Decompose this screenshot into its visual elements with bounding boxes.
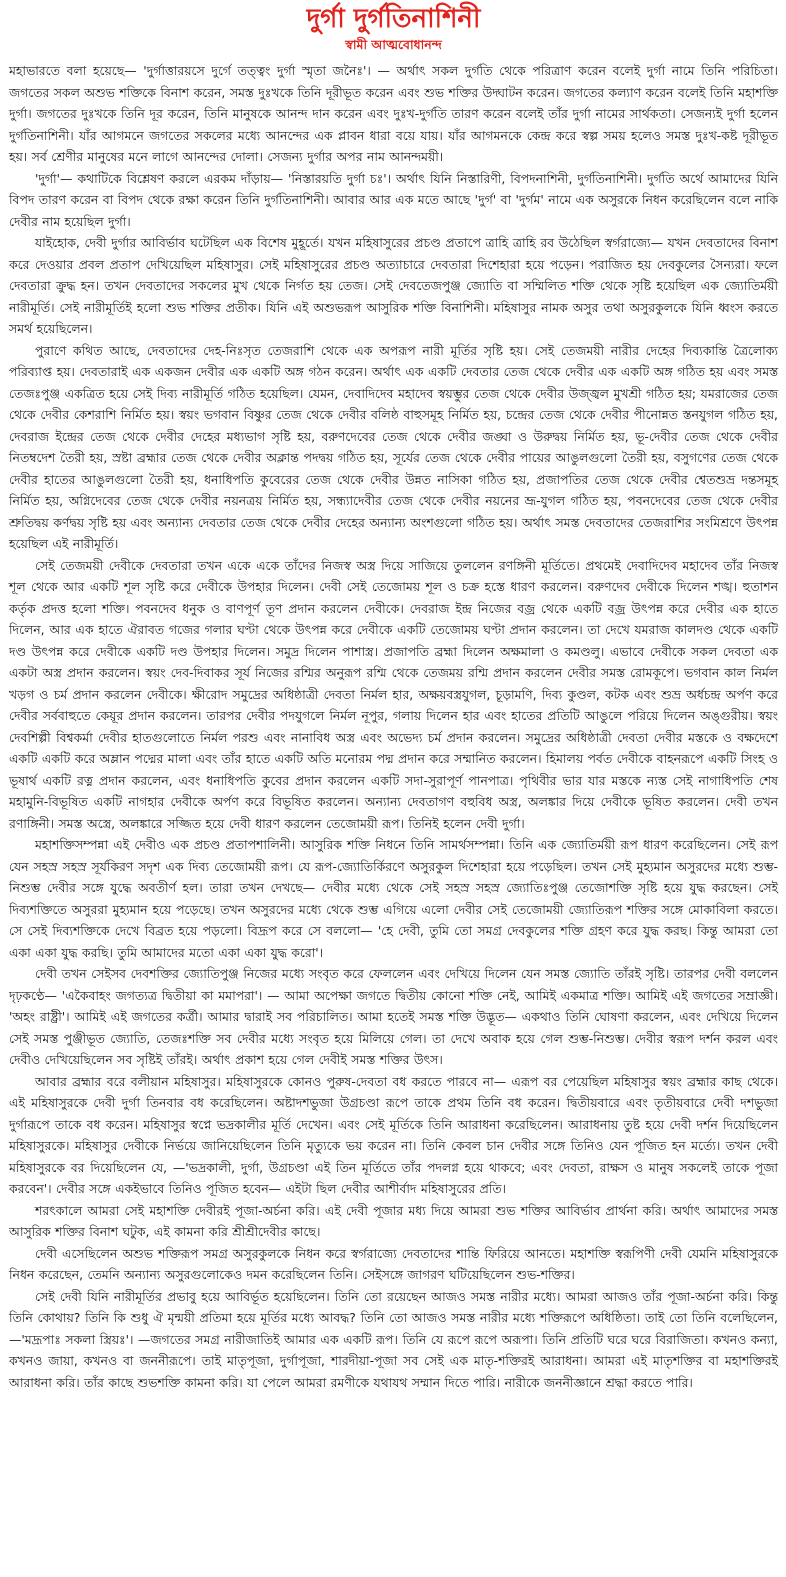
paragraph: আবার ব্রহ্মার বরে বলীয়ান মহিষাসুর। মহিষাসুরকে কোনও পুরুষ-দেবতা বধ করতে পারবে না— এরূপ বর পেয়েছিল মহিষাসুর স্বয়ং ব্রহ্মার কাছ থেকে। এই মহিষাসুরকে দেবী দুর্গা তিনবার বধ করেছিলেন। অষ্টাদশভুজা উগ্রচণ্ডা রূপে তাকে প্রথম তিনি বধ করেন। দ্বিতীয়বারে এবং তৃতীয়বারে দেবী দশভুজা দুর্গারূপে তাকে বধ করেন। মহিষাসুর স্বপ্নে ভদ্রকালীর মূর্তি দেখেন। এবং সেই মূর্তিকে তিনি আরাধনা করেছিলেন। আরাধনায় তুষ্ট হয়ে দেবী দর্শন দিয়েছিলেন মহিষাসুরকে। মহিষাসুর দেবীকে নির্ভয়ে জানিয়েছিলেন তিনি মৃত্যুকে ভয় করেন না। তিনি কেবল চান দেবীর সঙ্গে তিনিও যেন পূজিত হন মর্ত্যে। তখন দেবী মহিষাসুরকে বর দিয়েছিলেন যে, —'ভদ্রকালী, দুর্গা, উগ্রচণ্ডা এই তিন মূর্তিতে তাঁর পদলগ্ন হয়ে থাকবে; এবং দেবতা, রাক্ষস ও মানুষ সকলেই তাকে পূজা করবেন'। দেবীর সঙ্গে একইভাবে তিনিও পূজিত হবেন— এইটা ছিল দেবীর আশীর্বাদ মহিষাসুরের প্রতি।	[9, 1073, 778, 1196]
paragraph: যাইহোক, দেবী দুর্গার আবির্ভাব ঘটেছিল এক বিশেষ মুহূর্তে। যখন মহিষাসুরের প্রচণ্ড প্রতাপে ত্রাহি ত্রাহি রব উঠেছিল স্বর্গরাজ্যে— যখন দেবতাদের বিনাশ করে দেওয়ার প্রবল প্রতাপ দেখিয়েছিল মহিষাসুর। সেই মহিষাসুরের প্রচণ্ড অত্যাচারে দেবতারা দিশেহারা হয়ে পড়েন। পরাজিত হয় দেবকুলের সৈন্যরা। ফলে দেবতারা ক্রুদ্ধ হন। তখন দেবতাদের সকলের মুখ থেকে নির্গত হয় তেজ। সেই দেবতেজপুঞ্জ জ্যোতি বা সম্মিলিত শক্তি থেকে সৃষ্টি হয়েছিল এক জ্যোতির্ময়ী নারীমূর্তি। সেই নারীমূর্তিই হলো শুভ শক্তির প্রতীক। যিনি এই অশুভরূপ আসুরিক শক্তি বিনাশিনী। মহিষাসুর নামক অসুর তথা অসুরকুলকে যিনি ধ্বংস করতে সমর্থ হয়েছিলেন।	[9, 235, 778, 336]
paragraph: সেই তেজময়ী দেবীকে দেবতারা তখন একে একে তাঁদের নিজস্ব অস্ত্র দিয়ে সাজিয়ে তুললেন রণঙ্গিনী মূর্তিতে। প্রথমেই দেবাদিদেব মহাদেব তাঁর নিজস্ব শূল থেকে আর একটি শূল সৃষ্টি করে দেবীকে উপহার দিলেন। দেবী সেই তেজোময় শূল ও চক্র হস্তে ধারণ করলেন। বরুণদেব দেবীকে দিলেন শঙ্খ। হুতাশন কর্তৃক প্রদত্ত হলো শক্তি। পবনদেব ধনুক ও বাণপূর্ণ তূণ প্রদান করলেন দেবীকে। দেবরাজ ইন্দ্র নিজের বজ্র থেকে একটি বজ্র উৎপন্ন করে দেবীর এক হাতে দিলেন, আর এক হাতে ঐরাবত গজের গলার ঘণ্টা থেকে উৎপন্ন করে দেবীকে একটি তেজোময় ঘণ্টা প্রদান করলেন। তা দেখে যমরাজ কালদণ্ড থেকে একটি দণ্ড উৎপন্ন করে দেবীকে একটি দণ্ড উপহার দিলেন। সমুদ্র দিলেন পাশাস্ত্র। প্রজাপতি ব্রহ্মা দিলেন অক্ষমালা ও কমণ্ডলু। এভাবে দেবীকে সকল দেবতা এক একটা অস্ত্র প্রদান করলেন। স্বয়ং দেব-দিবাকর সূর্য নিজের রশ্মির অনুরূপ রশ্মি থেকে তেজময় রশ্মি প্রদান করলেন দেবীর সমস্ত রোমকূপে। ভগবান কাল নির্মল খড়গ ও চর্ম প্রদান করলেন দেবীকে। ক্ষীরোদ সমুদ্রের অধিষ্ঠাত্রী দেবতা নির্মল হার, অক্ষয়বস্ত্রযুগল, চূড়ামণি, দিব্য কুণ্ডল, কটক এবং শুভ্র অর্ধচন্দ্র অর্পণ করে দেবীর সর্ববাহুতে কেয়ূর প্রদান করলেন। তারপর দেবীর পদযুগলে নির্মল নূপুর, গলায় দিলেন হার এবং হাতের প্রতিটি আঙুলে পরিয়ে দিলেন অঙ্গুরীয়। স্বয়ং দেবশিল্পী বিশ্বকর্মা দেবীর হাতগুলোতে নির্মল পরশু এবং নানাবিধ অস্ত্র এবং অভেদ্য চর্ম প্রদান করলেন। সমুদ্রের অধিষ্ঠাত্রী দেবতা দেবীর মস্তকে ও বক্ষদেশে একটি একটি করে অম্লান পদ্মের মালা এবং তাঁর হাতে একটি অতি মনোরম পদ্ম প্রদান করে সম্মানিত করলেন। হিমালয় পর্বত দেবীকে বাহনরূপে একটি সিংহ ও ভূষার্থ একটি রত্ন প্রদান করলেন, এবং ধনাধিপতি কুবের প্রদান করলেন একটি সদা-সুরাপূর্ণ পানপাত্র। পৃথিবীর ভার যার মস্তকে ন্যস্ত সেই নাগাধিপতি শেষ মহামুনি-বিভূষিত একটি নাগহার দেবীকে অর্পণ করে বিভূষিত করলেন। অন্যান্য দেবতাগণ বহুবিধ অস্ত্র, অলঙ্কার দিয়ে দেবীকে ভূষিত করলেন। দেবী তখন রণাঙ্গিনী। সমস্ত অস্ত্রে, অলঙ্কারে সজ্জিত হয়ে দেবী ধারণ করলেন তেজোময়ী রূপ। তিনিই হলেন দেবী দুর্গা।	[9, 557, 778, 831]
article-author: স্বামী আত্মবোধানন্দ	[345, 37, 442, 52]
paragraph: পুরাণে কথিত আছে, দেবতাদের দেহ-নিঃসৃত তেজরাশি থেকে এক অপরূপ নারী মূর্তির সৃষ্টি হয়। সেই তেজময়ী নারীর দেহের দিব্যকান্তি ত্রৈলোক্য পরিব্যাপ্ত হয়। দেবতারাই এক একজন দেবীর এক একটি অঙ্গ গঠন করেন। অর্থাৎ এক একটি দেবতার তেজ থেকে দেবীর এক একটি অঙ্গ গঠিত হয় এবং সমস্ত তেজঃপুঞ্জ একত্রিত হয়ে সেই দিব্য নারীমূর্তি গঠিত হয়েছিল। যেমন, দেবাদিদেব মহাদেব স্বয়ম্ভুর তেজ থেকে দেবীর উজ্জ্বল মুখশ্রী গঠিত হয়; যমরাজের তেজ থেকে দেবীর কেশরাশি নির্মিত হয়। স্বয়ং ভগবান বিষ্ণুর তেজ থেকে দেবীর বলিষ্ঠ বাহুসমূহ নির্মিত হয়, চন্দ্রের তেজ থেকে দেবীর পীনোন্নত স্তনযুগল গঠিত হয়, দেবরাজ ইন্দ্রের তেজ থেকে দেবীর দেহের মধ্যভাগ সৃষ্টি হয়, বরুণদেবের তেজ থেকে দেবীর জঙ্ঘা ও উরুদ্বয় নির্মিত হয়, ভূ-দেবীর তেজ থেকে দেবীর নিতম্বদেশ তৈরী হয়, স্রষ্টা ব্রহ্মার তেজ থেকে দেবীর অক্লান্ত পদদ্বয় গঠিত হয়, সূর্যের তেজ থেকে দেবীর পায়ের আঙুলগুলো তৈরী হয়, বসুগণের তেজ থেকে দেবীর হাতের আঙুলগুলো তৈরী হয়, ধনাধিপতি কুবেরের তেজ থেকে দেবীর উন্নত নাসিকা গঠিত হয়, প্রজাপতির তেজ থেকে দেবীর শ্বেতশুভ্র দন্তসমূহ নির্মিত হয়, অগ্নিদেবের তেজ থেকে দেবীর নয়নত্রয় নির্মিত হয়, সন্ধ্যাদেবীর তেজ থেকে দেবীর নয়নের ভ্রূ-যুগল গঠিত হয়, পবনদেবের তেজ থেকে দেবীর শ্রুতিদ্বয় কর্ণদ্বয় সৃষ্টি হয় এবং অন্যান্য দেবতার তেজ থেকে দেবীর দেহের অন্যান্য অংশগুলো গঠিত হয়। অর্থাৎ সমস্ত দেবতাদের তেজরাশির সংমিশ্রণে উৎপন্ন হয়েছিল এই নারীমূর্তি।	[9, 342, 779, 551]
paragraph: 'দুর্গা'— কথাটিকে বিশ্লেষণ করলে এরকম দাঁড়ায়— 'নিস্তারয়তি দুর্গা চঃ'। অর্থাৎ যিনি নিস্তারিণী, বিপদনাশিনী, দুর্গতিনাশিনী। দুর্গতি অর্থে আমাদের যিনি বিপদ তারণ করেন বা বিপদ থেকে রক্ষা করেন তিনি দুর্গতিনাশিনী। আবার আর এক মতে আছে 'দুর্গ' বা 'দুর্গম' নামে এক অসুরকে নিধন করেছিলেন বলে নাকি দেবীর নাম হয়েছিল দুর্গা।	[9, 170, 778, 229]
paragraph: সেই দেবী যিনি নারীমূর্তির প্রভাবু হয়ে আবির্ভূত হয়েছিলেন। তিনি তো রয়েছেন আজও সমস্ত নারীর মধ্যে। আমরা আজও তাঁর পূজা-অর্চনা করি। কিন্তু তিনি কোথায়? তিনি কি শুধু ঐ মৃন্ময়ী প্রতিমা হয়ে মূর্তির মধ্যে আবদ্ধ? তিনি তো আজও সমস্ত নারীর মধ্যে শক্তিরূপে অধিষ্ঠিতা। তাই তো তিনি বলেছিলেন, —'মদ্রূপাঃ সকলা স্ত্রিয়ঃ'। —জগতের সমগ্র নারীজাতিই আমার এক একটি রূপ। তিনি যে রূপে রূপে অরূপা। তিনি প্রতিটি ঘরে ঘরে বিরাজিতা। কখনও কন্যা, কখনও জায়া, কখনও বা জননীরূপে। তাই মাতৃপূজা, দুর্গাপূজা, শারদীয়া-পূজা সব সেই এক মাতৃ-শক্তিরই আরাধনা। আমরা এই মাতৃশক্তির বা মহাশক্তিরই আরাধনা করি। তাঁর কাছে শুভশক্তি কামনা করি। যা পেলে আমরা রমণীকে যথাযথ সম্মান দিতে পারি। নারীকে জননীজ্ঞানে শ্রদ্ধা করতে পারি।	[9, 1288, 778, 1390]
article-title: দুর্গা দুর্গতিনাশিনী	[306, 4, 481, 34]
paragraph: মহাভারতে বলা হয়েছে— 'দুর্গাত্তারয়সে দুর্গে তত্ত্বং দুর্গা স্মৃতা জনৈঃ'। — অর্থাৎ সকল দুর্গতি থেকে পরিত্রাণ করেন বলেই দুর্গা নামে তিনি পরিচিতা। জগতের সকল অশুভ শক্তিকে বিনাশ করেন, সমস্ত দুঃখকে তিনি দূরীভূত করেন এবং শুভ শক্তির উদ্ঘাটন করেন। জগতের কল্যাণ করেন বলেই তিনি মহাশক্তি দুর্গা। জগতের দুঃখকে তিনি দূর করেন, তিনি মানুষকে আনন্দ দান করেন এবং দুঃখ-দুর্গতি তারণ করেন বলেই তাঁর দুর্গা নামের সার্থকতা। সেজন্যই দুর্গা হলেন দুর্গতিনাশিনী। যাঁর আগমনে জগতের সকলের মধ্যে আনন্দের এক প্লাবন ধারা বয়ে যায়। যাঁর আগমনকে কেন্দ্র করে স্বল্প সময় হলেও সমস্ত দুঃখ-কষ্ট দূরীভূত হয়। সর্ব শ্রেণীর মানুষের মনে লাগে আনন্দের দোলা। সেজন্য দুর্গার অপর নাম আনন্দময়ী।	[9, 63, 778, 164]
paragraph: দেবী তখন সেইসব দেবশক্তির জ্যোতিপুঞ্জ নিজের মধ্যে সংবৃত করে ফেললেন এবং দেখিয়ে দিলেন যেন সমস্ত জ্যোতি তাঁরই সৃষ্টি। তারপর দেবী বললেন দৃঢ়কণ্ঠে— 'একৈবাহং জগত্যত্র দ্বিতীয়া কা মমাপরা'। — আমা অপেক্ষা জগতে দ্বিতীয় কোনো শক্তি নেই, আমিই একমাত্র শক্তি। আমিই এই জগতের সম্রাজ্ঞী। 'অহং রাষ্ট্রী'। আমিই এই জগতের কর্ত্রী। আমার দ্বারাই সব পরিচালিত। আমা হতেই সমস্ত শক্তি উদ্ভূত— একথাও তিনি ঘোষণা করলেন, এবং দেখিয়ে দিলেন সেই সমস্ত পুঞ্জীভূত জ্যোতি, তেজঃশক্তি সব দেবীর মধ্যে সংবৃত হয়ে মিলিয়ে গেল। তা দেখে অবাক হয়ে গেল শুম্ভ-নিশুম্ভ। দেবীর স্বরূপ দর্শন করল এবং দেবীও দেখিয়েছিলেন সব সৃষ্টিই তাঁরই। অর্থাৎ প্রকাশ হয়ে গেল দেবীই সমস্ত শক্তির উৎস।	[9, 966, 778, 1067]
article-body	[9, 60, 778, 1393]
paragraph: দেবী এসেছিলেন অশুভ শক্তিরূপ সমগ্র অসুরকুলকে নিধন করে স্বর্গরাজ্যে দেবতাদের শান্তি ফিরিয়ে আনতে। মহাশক্তি স্বরূপিণী দেবী যেমনি মহিষাসুরকে নিধন করেছেন, তেমনি অন্যান্য অসুরগুলোকেও দমন করেছিলেন তিনি। সেইসঙ্গে জাগরণ ঘটিয়েছিলেন শুভ-শক্তির।	[9, 1245, 778, 1282]
paragraph: মহাশক্তিসম্পন্না এই দেবীও এক প্রচণ্ড প্রতাপশালিনী। আসুরিক শক্তি নিধনে তিনি সামর্থসম্পন্না। তিনি এক জ্যোতির্ময়ী রূপ ধারণ করেছিলেন। সেই রূপ যেন সহস্র সহস্র সূর্যকিরণ সদৃশ এক দিব্য তেজোময়ী রূপ। যে রূপ-জ্যোতির্কিরণে অসুরকুল দিশেহারা হয়ে পড়েছিল। তখন সেই মুহ্যমান অসুরদের মধ্যে শুম্ভ-নিশুম্ভ দেবীর সঙ্গে যুদ্ধে অবতীর্ণ হল। তারা তখন দেখছে— দেবীর মধ্যে থেকে সেই সহস্র সহস্র জ্যোতিঃপুঞ্জ তেজোশক্তি সৃষ্টি হয়ে যুদ্ধ করছেন। সেই দিব্যশক্তিতে অসুররা মুহ্যমান হয়ে পড়েছে। তখন অসুরদের মধ্যে থেকে শুম্ভ এগিয়ে এলো দেবীর সেই তেজোময়ী জ্যোতিরূপ শক্তির সঙ্গে মোকাবিলা করতে। সে সেই দিব্যশক্তিকে দেখে বিব্রত হয়ে পড়লো। বিদ্রূপ করে সে বললো— 'হে দেবী, তুমি তো সমগ্র দেবকুলের শক্তি গ্রহণ করে যুদ্ধ করছ। কিন্তু আমরা তো একা একা যুদ্ধ করছি। তুমি আমাদের মতো একা একা যুদ্ধ করো'।	[9, 837, 778, 960]
paragraph: শরৎকালে আমরা সেই মহাশক্তি দেবীরই পূজা-অর্চনা করি। এই দেবী পূজার মধ্য দিয়ে আমরা শুভ শক্তির আবির্ভাব প্রার্থনা করি। অর্থাৎ আমাদের সমস্ত আসুরিক শক্তির বিনাশ ঘটুক, এই কামনা করি শ্রীশ্রীদেবীর কাছে।	[9, 1202, 778, 1239]
